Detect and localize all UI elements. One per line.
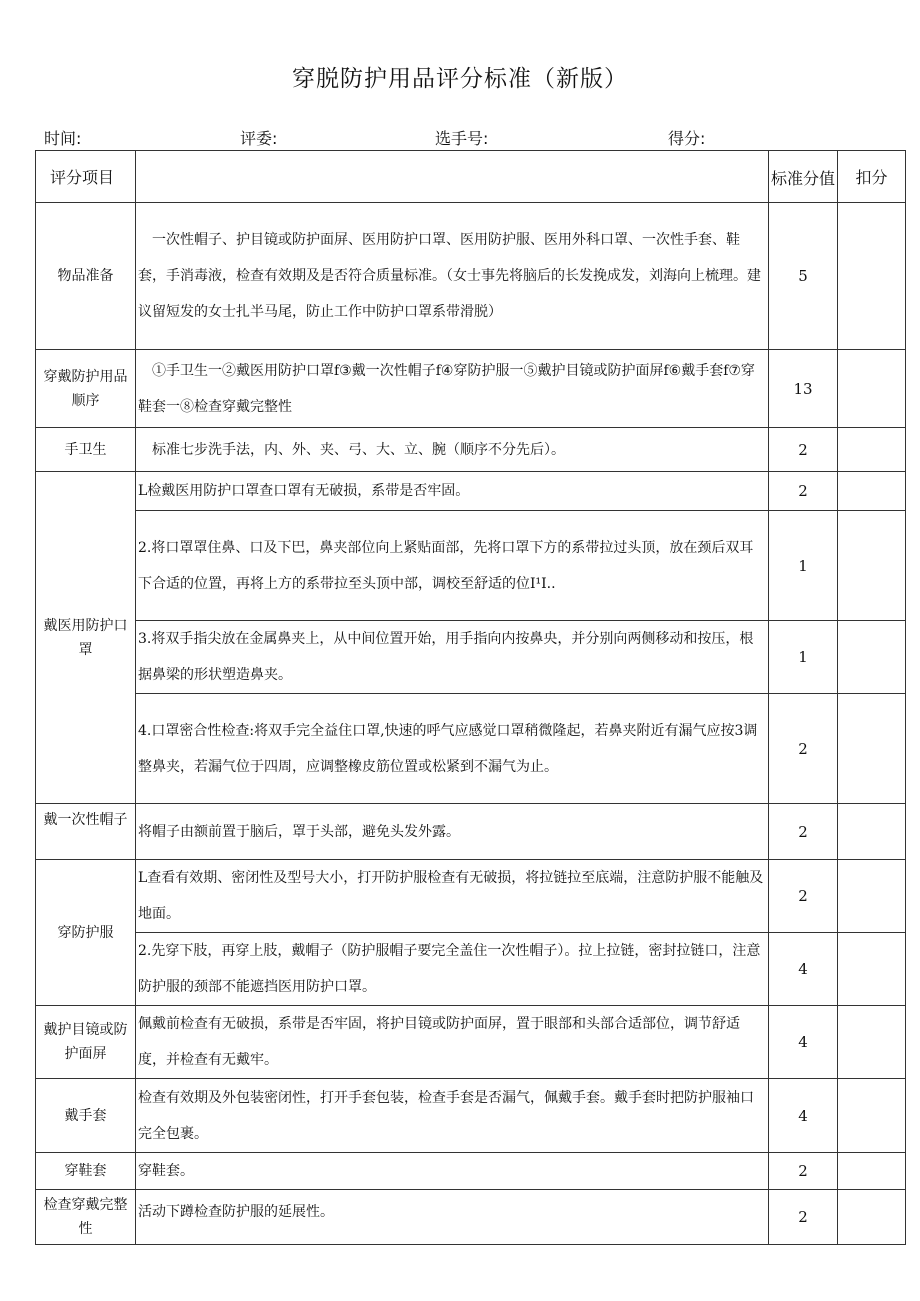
score-cell: 2 — [769, 1153, 838, 1190]
contestant-label: 选手号: — [435, 129, 489, 148]
desc-cell: 一次性帽子、护目镜或防护面屏、医用防护口罩、医用防护服、医用外科口罩、一次性手套、鞋套，手消毒液，检查有效期及是否符合质量标准。（女士事先将脑后的长发挽成发，刘海向上梳理。建议留短发的女士扎半马尾，防止工作中防护口罩系带滑脱） — [136, 203, 769, 350]
deduct-cell[interactable] — [838, 203, 906, 350]
page-title: 穿脱防护用品评分标准（新版） — [292, 66, 628, 92]
score-cell: 1 — [769, 511, 838, 621]
desc-cell: L检戴医用防护口罩查口罩有无破损，系带是否牢固。 — [136, 472, 769, 511]
table-row — [36, 428, 906, 472]
item-cell: 穿戴防护用品顺序 — [36, 350, 136, 428]
desc-cell: 检查有效期及外包装密闭性，打开手套包装，检查手套是否漏气，佩戴手套。戴手套时把防护服袖口完全包裹。 — [136, 1079, 769, 1153]
table-row — [36, 472, 906, 511]
deduct-cell[interactable] — [838, 428, 906, 472]
score-cell: 4 — [769, 1079, 838, 1153]
desc-cell: 标准七步洗手法，内、外、夹、弓、大、立、腕（顺序不分先后）。 — [136, 428, 769, 472]
score-cell: 4 — [769, 933, 838, 1006]
item-cell: 戴医用防护口罩 — [36, 472, 136, 804]
score-cell: 13 — [769, 350, 838, 428]
desc-cell: 4.口罩密合性检查:将双手完全益住口罩,快速的呼气应感觉口罩稍微隆起，若鼻夹附近有漏气应按3调整鼻夹，若漏气位于四周，应调整橡皮筋位置或松紧到不漏气为止。 — [136, 694, 769, 804]
table-row — [36, 1006, 906, 1079]
desc-cell: 3.将双手指尖放在金属鼻夹上，从中间位置开始，用手指向内按鼻央，并分别向两侧移动和按压，根据鼻梁的形状塑造鼻夹。 — [136, 621, 769, 694]
desc-cell: L查看有效期、密闭性及型号大小，打开防护服检查有无破损，将拉链拉至底端，注意防护服不能触及地面。 — [136, 860, 769, 933]
deduct-cell[interactable] — [838, 1153, 906, 1190]
deduct-cell[interactable] — [838, 511, 906, 621]
score-cell: 2 — [769, 1190, 838, 1245]
scoring-table — [35, 150, 906, 1245]
header-content — [136, 151, 769, 203]
table-row — [36, 694, 906, 804]
table-header-row — [36, 151, 906, 203]
desc-cell: ①手卫生一②戴医用防护口罩f③戴一次性帽子f④穿防护服一⑤戴护目镜或防护面屏f⑥戴手套f⑦穿鞋套一⑧检查穿戴完整性 — [136, 350, 769, 428]
deduct-cell[interactable] — [838, 1006, 906, 1079]
item-cell: 戴一次性帽子 — [36, 804, 136, 860]
deduct-cell[interactable] — [838, 860, 906, 933]
deduct-cell[interactable] — [838, 472, 906, 511]
table-row — [36, 1079, 906, 1153]
header-deduction: 扣分 — [838, 151, 906, 203]
deduct-cell[interactable] — [838, 621, 906, 694]
deduct-cell[interactable] — [838, 804, 906, 860]
item-cell: 戴手套 — [36, 1079, 136, 1153]
table-row — [36, 1190, 906, 1245]
item-cell: 戴护目镜或防护面屏 — [36, 1006, 136, 1079]
desc-cell: 2.先穿下肢，再穿上肢，戴帽子（防护服帽子要完全盖住一次性帽子）。拉上拉链，密封拉链口，注意防护服的颈部不能遮挡医用防护口罩。 — [136, 933, 769, 1006]
score-cell: 2 — [769, 860, 838, 933]
deduct-cell[interactable] — [838, 350, 906, 428]
deduct-cell[interactable] — [838, 1190, 906, 1245]
item-cell: 手卫生 — [36, 428, 136, 472]
desc-cell: 活动下蹲检查防护服的延展性。 — [136, 1190, 769, 1245]
deduct-cell[interactable] — [838, 933, 906, 1006]
table-row — [36, 621, 906, 694]
desc-cell: 2.将口罩罩住鼻、口及下巴，鼻夹部位向上紧贴面部，先将口罩下方的系带拉过头顶，放在颈后双耳下合适的位置，再将上方的系带拉至头顶中部，调校至舒适的位I¹I.. — [136, 511, 769, 621]
judge-label: 评委: — [240, 129, 278, 148]
item-cell: 检查穿戴完整性 — [36, 1190, 136, 1245]
item-cell: 穿鞋套 — [36, 1153, 136, 1190]
table-row — [36, 804, 906, 860]
item-cell: 物品准备 — [36, 203, 136, 350]
table-row — [36, 933, 906, 1006]
table-row — [36, 511, 906, 621]
desc-cell: 将帽子由额前置于脑后，罩于头部，避免头发外露。 — [136, 804, 769, 860]
table-row — [36, 1153, 906, 1190]
deduct-cell[interactable] — [838, 1079, 906, 1153]
deduct-cell[interactable] — [838, 694, 906, 804]
table-row — [36, 860, 906, 933]
desc-cell: 佩戴前检查有无破损，系带是否牢固，将护目镜或防护面屏，置于眼部和头部合适部位，调节舒适度，并检查有无戴牢。 — [136, 1006, 769, 1079]
item-cell: 穿防护服 — [36, 860, 136, 1006]
score-cell: 4 — [769, 1006, 838, 1079]
header-item: 评分项目 — [36, 151, 136, 203]
score-cell: 2 — [769, 804, 838, 860]
table-row — [36, 203, 906, 350]
score-label: 得分: — [668, 129, 706, 148]
table-row — [36, 350, 906, 428]
desc-cell: 穿鞋套。 — [136, 1153, 769, 1190]
score-cell: 2 — [769, 472, 838, 511]
score-cell: 2 — [769, 694, 838, 804]
time-label: 时间: — [44, 129, 82, 148]
score-cell: 5 — [769, 203, 838, 350]
header-standard: 标准分值 — [769, 151, 838, 203]
score-cell: 2 — [769, 428, 838, 472]
score-cell: 1 — [769, 621, 838, 694]
